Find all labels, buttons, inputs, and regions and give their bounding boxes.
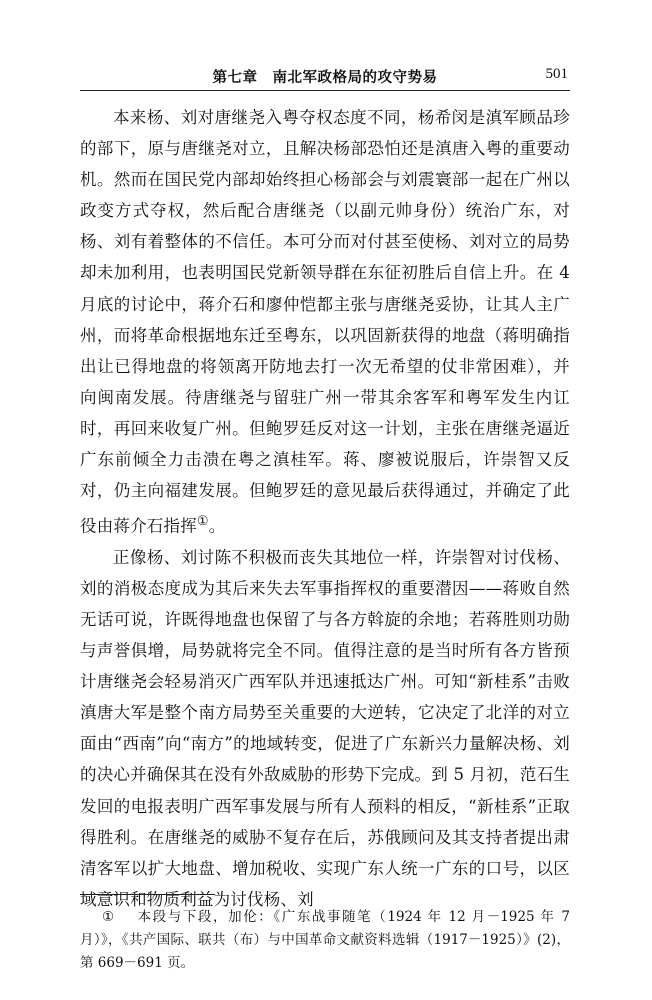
footnote-reference[interactable]: ①	[196, 514, 209, 530]
paragraph-1: 本来杨、刘对唐继尧入粤夺权态度不同，杨希闵是滇军顾品珍的部下，原与唐继尧对立，且解决杨部恐怕还是滇唐入粤的重要动机。然而在国民党内部却始终担心杨部会与刘震寰部一起在广州以政变方式夺权，然后配合唐继尧（以副元帅身份）统治广东，对杨、刘有着整体的不信任。本可分而对付甚至使杨、刘对立的局势却未加利用，也表明国民党新领导群在东征初胜后自信上升。在 4 月底的讨论中，蒋介石和廖仲恺都主张与唐继尧妥协，让其人主广州，而将革命根据地东迁至粤东，以巩固新获得的地盘（蒋明确指出让已得地盘的将领离开防地去打一次无希望的仗非常困难），并向闽南发展。待唐继尧与留驻广州一带其余客军和粤军发生内讧时，再回来收复广州。但鲍罗廷反对这一计划，主张在唐继尧逼近广东前倾全力击溃在粤之滇桂军。蒋、廖被说服后，许崇智又反对，仍主向福建发展。但鲍罗廷的意见最后获得通过，并确定了此役由蒋介石指挥①。	[80, 108, 570, 536]
footnote-number: ①	[102, 909, 115, 925]
paragraph-1-text: 本来杨、刘对唐继尧入粤夺权态度不同，杨希闵是滇军顾品珍的部下，原与唐继尧对立，且解决杨部恐怕还是滇唐入粤的重要动机。然而在国民党内部却始终担心杨部会与刘震寰部一起在广州以政变方式夺权，然后配合唐继尧（以副元帅身份）统治广东，对杨、刘有着整体的不信任。本可分而对付甚至使杨、刘对立的局势却未加利用，也表明国民党新领导群在东征初胜后自信上升。在 4 月底的讨论中，蒋介石和廖仲恺都主张与唐继尧妥协，让其人主广州，而将革命根据地东迁至粤东，以巩固新获得的地盘（蒋明确指出让已得地盘的将领离开防地去打一次无希望的仗非常困难），并向闽南发展。待唐继尧与留驻广州一带其余客军和粤军发生内讧时，再回来收复广州。但鲍罗廷反对这一计划，主张在唐继尧逼近广东前倾全力击溃在粤之滇桂军。蒋、廖被说服后，许崇智又反对，仍主向福建发展。但鲍罗廷的意见最后获得通过，并确定了此役由蒋介石指挥	[80, 108, 570, 536]
chapter-title: 第七章 南北军政格局的攻守势易	[212, 70, 438, 86]
main-text	[80, 102, 570, 915]
page-number: 501	[545, 66, 568, 82]
running-header	[80, 62, 570, 91]
footnote-text: 本段与下段，加伦：《广东战事随笔（1924 年 12 月－1925 年 7 月）》，《共产国际、联共（布）与中国革命文献资料选辑（1917－1925）》(2)，第 669－691 页。	[80, 909, 570, 971]
footnote-divider	[80, 894, 215, 895]
paragraph-2-text: 正像杨、刘讨陈不积极而丧失其地位一样，许崇智对讨伐杨、刘的消极态度成为其后来失去军事指挥权的重要潜因——蒋败自然无话可说，许既得地盘也保留了与各方斡旋的余地；若蒋胜则功勋与声誉俱增，局势就将完全不同。值得注意的是当时所有各方皆预计唐继尧会轻易消灭广西军队并迅速抵达广州。可知“新桂系”击败滇唐大军是整个南方局势至关重要的大逆转，它决定了北洋的对立面由“西南”向“南方”的地域转变，促进了广东新兴力量解决杨、刘的决心并确保其在没有外敌威胁的形势下完成。到 5 月初，范石生发回的电报表明广西军事发展与所有人预料的相反，“新桂系”正取得胜利。在唐继尧的威胁不复存在后，苏俄顾问及其支持者提出肃清客军以扩大地盘、增加税收、实现广东人统一广东的口号，以区域意识和物质利益为讨伐杨、刘	[80, 547, 570, 909]
footnote	[80, 906, 570, 975]
paragraph-2	[80, 542, 570, 915]
